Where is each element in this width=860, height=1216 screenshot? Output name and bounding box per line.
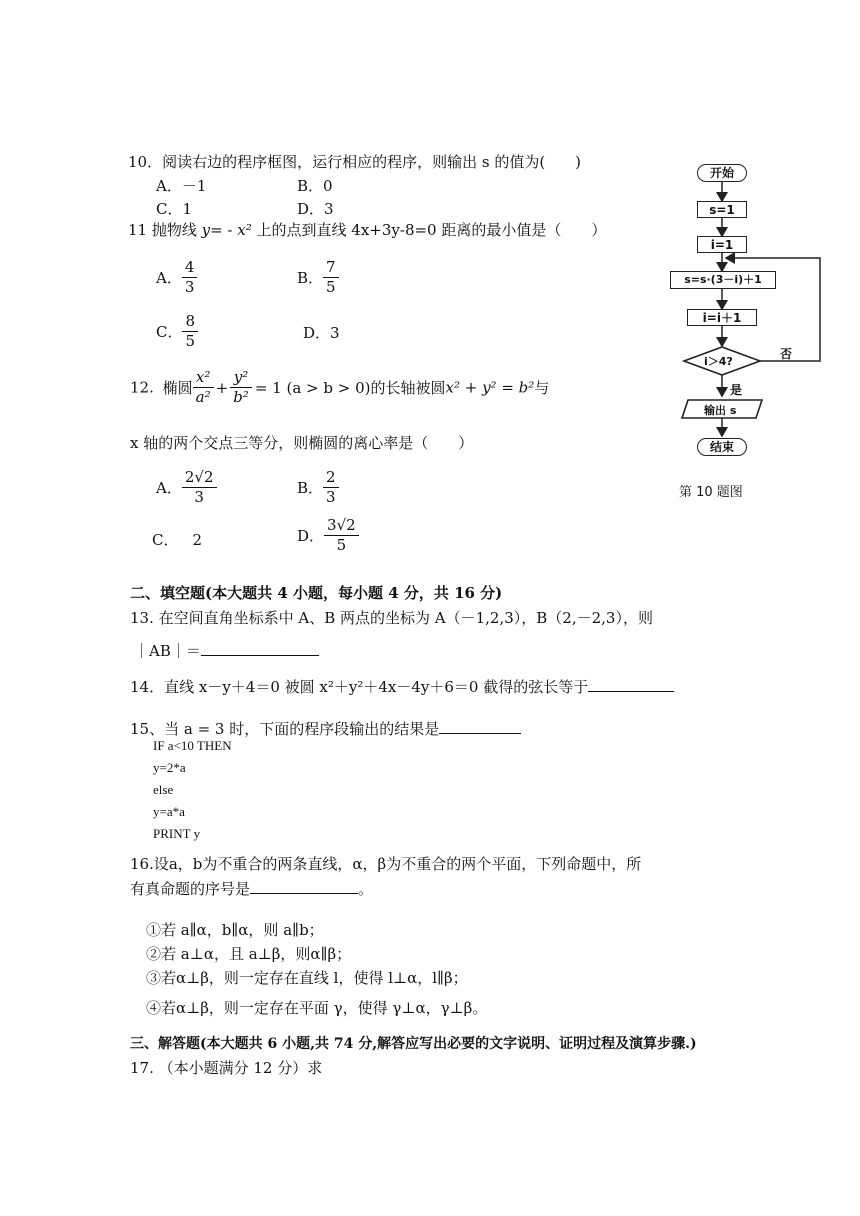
q16-prop-3: ③若α⊥β，则一定存在直线 l，使得 l⊥α，l∥β； [146, 969, 468, 987]
q16-answer-blank[interactable] [250, 879, 358, 894]
flowchart-end: 结束 [697, 438, 747, 456]
q11-option-d [303, 322, 340, 343]
q16-prop-2: ②若 a⊥α，且 a⊥β，则α∥β； [146, 945, 352, 963]
q11-stem-expr: y= - x² [201, 221, 257, 239]
option-value: 3 [330, 324, 340, 342]
denominator: 3 [326, 488, 336, 506]
flowchart-start: 开始 [697, 164, 747, 182]
numerator: 2 [323, 468, 339, 488]
section2-title: 二、填空题(本大题共 4 小题，每小题 4 分，共 16 分) [130, 584, 503, 602]
flowchart-caption: 第 10 题图 [679, 485, 743, 500]
q12-number: 12. [130, 378, 154, 397]
q16-prop-1: ①若 a∥α，b∥α，则 a∥b； [146, 921, 324, 939]
numerator: 7 [323, 258, 339, 278]
flowchart-i-init: i=1 [697, 236, 747, 253]
option-label: A． [156, 479, 182, 497]
option-label: D． [297, 527, 325, 545]
q12-option-d [297, 516, 359, 555]
option-label: B． [297, 479, 324, 497]
q13-line2 [134, 640, 319, 661]
q10-option-d: D．3 [297, 200, 334, 218]
flowchart-s-init: s=1 [697, 201, 747, 218]
denominator: 5 [336, 536, 347, 554]
q13-answer-blank[interactable] [201, 641, 319, 656]
flowchart-update-i: i=i＋1 [687, 309, 757, 326]
q12-plus: + [215, 378, 229, 397]
q12-line1 [130, 368, 549, 407]
numerator: 2√2 [182, 468, 217, 488]
q11-option-b [297, 258, 339, 297]
q12-option-a [156, 468, 217, 507]
q16-line2 [130, 878, 373, 899]
q11-stem [128, 219, 606, 240]
q14-answer-blank[interactable] [588, 677, 674, 692]
option-label: C． [156, 323, 183, 341]
code-line: PRINT y [153, 826, 201, 841]
q12-fraction-x [193, 368, 214, 407]
numerator: 4 [182, 258, 198, 278]
fraction [323, 468, 339, 507]
code-line: y=2*a [153, 760, 186, 775]
q11-option-a [156, 258, 197, 297]
q11-option-c [156, 312, 198, 351]
denominator: 3 [184, 278, 195, 296]
code-line: IF a<10 THEN [153, 738, 232, 753]
option-label: D． [303, 324, 331, 342]
flowchart [660, 155, 840, 505]
q13-line1: 13. 在空间直角坐标系中 A、B 两点的坐标为 A（－1,2,3），B（2,－2,3），则 [130, 609, 653, 627]
denominator: a² [195, 388, 211, 406]
q11-stem-post: 上的点到直线 4x+3y-8=0 距离的最小值是（ ） [256, 221, 607, 239]
q10-option-b: B．0 [297, 177, 333, 195]
q13-ab-label: ｜AB｜＝ [134, 642, 201, 660]
q12-middle: 的长轴被圆 [370, 379, 446, 397]
q15-code [153, 735, 232, 845]
numerator: x² [193, 368, 214, 388]
q10-option-c: C．1 [156, 200, 193, 218]
denominator: 5 [185, 332, 196, 350]
q11-stem-pre: 11 抛物线 [128, 221, 202, 239]
q12-suffix: 与 [534, 379, 550, 397]
fraction [182, 468, 217, 507]
fraction [324, 516, 359, 555]
flowchart-yes-label: 是 [730, 383, 743, 397]
option-label: B． [297, 269, 324, 287]
q15-answer-blank[interactable] [439, 719, 521, 734]
denominator: b² [233, 388, 249, 406]
q12-line2: x 轴的两个交点三等分，则椭圆的离心率是（ ） [130, 434, 474, 452]
numerator: y² [230, 368, 252, 388]
flowchart-no-label: 否 [780, 347, 793, 361]
code-line: y=a*a [153, 804, 185, 819]
q14-line [130, 676, 674, 697]
q12-option-c [152, 529, 202, 550]
q14-text: 14．直线 x－y＋4＝0 被圆 x²＋y²＋4x－4y＋6＝0 截得的弦长等于 [130, 678, 589, 696]
option-value: 2 [192, 531, 203, 549]
q10-option-a: A．－1 [156, 177, 207, 195]
q17-text: 17. （本小题满分 12 分）求 [130, 1059, 323, 1077]
q16-line2-text: 有真命题的序号是 [130, 880, 251, 898]
fraction [182, 258, 198, 297]
section3-title: 三、解答题(本大题共 6 小题,共 74 分,解答应写出必要的文字说明、证明过程及演算步骤.) [130, 1036, 697, 1052]
numerator: 3√2 [324, 516, 359, 536]
q10-stem: 10．阅读右边的程序框图，运行相应的程序，则输出 s 的值为( ) [128, 153, 582, 171]
q12-eq: = 1 (a > b > 0) [254, 378, 371, 397]
q12-prefix: 椭圆 [162, 379, 193, 397]
option-label: A． [156, 269, 182, 287]
code-line: else [153, 782, 174, 797]
q15-stem: 15、当 a = 3 时，下面的程序段输出的结果是 [130, 720, 440, 738]
denominator: 3 [194, 488, 204, 506]
numerator: 8 [182, 312, 198, 332]
fraction [182, 312, 198, 351]
q16-prop-4: ④若α⊥β，则一定存在平面 γ，使得 γ⊥α，γ⊥β。 [146, 999, 488, 1017]
option-label: C． [152, 531, 179, 549]
flowchart-condition: i＞4? [704, 355, 733, 368]
flowchart-output: 输出 s [704, 404, 737, 417]
q12-fraction-y [230, 368, 252, 407]
q16-line2-end: 。 [358, 880, 374, 898]
flowchart-update-s: s=s·(3－i)＋1 [670, 271, 776, 289]
flowchart-connectors [660, 155, 840, 505]
q12-circle-eq: x² + y² = b² [445, 378, 535, 397]
q16-line1: 16.设a，b为不重合的两条直线，α，β为不重合的两个平面，下列命题中，所 [130, 855, 642, 873]
fraction [323, 258, 339, 297]
denominator: 5 [326, 278, 336, 296]
q12-option-b [297, 468, 339, 507]
